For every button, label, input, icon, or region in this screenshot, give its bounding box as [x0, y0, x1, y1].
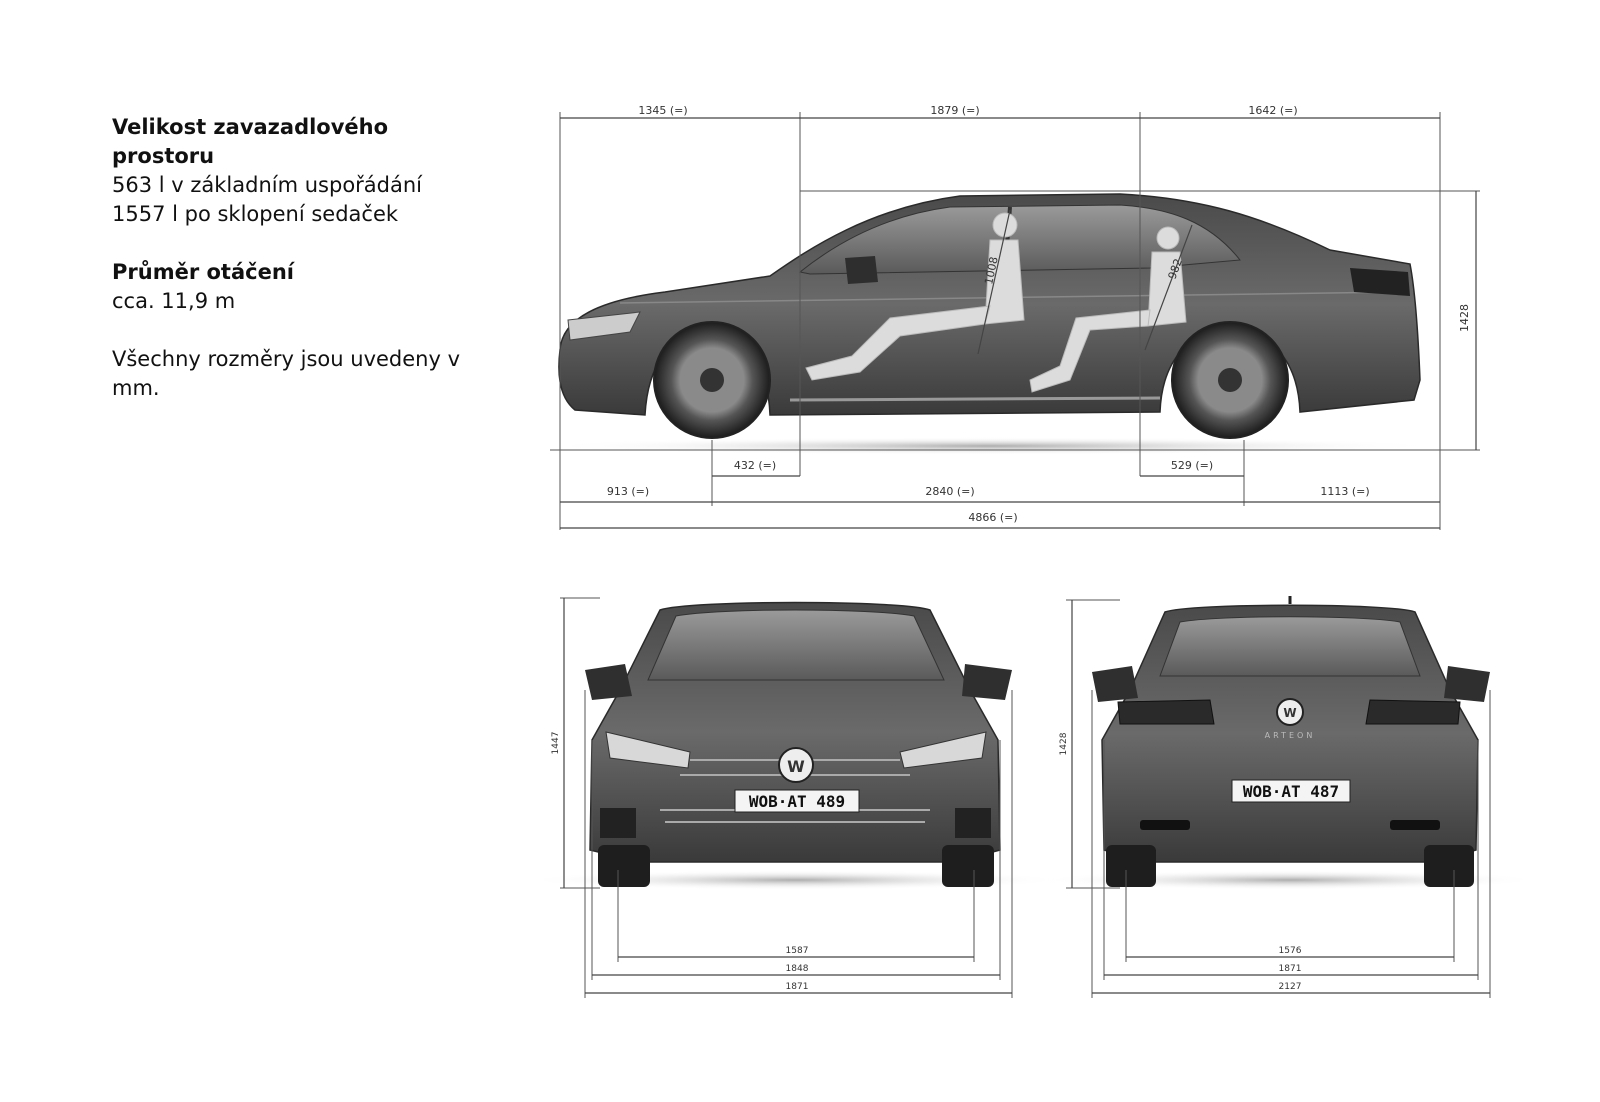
dim-1345-label: 1345 (=)	[638, 104, 688, 117]
front-view	[525, 598, 1065, 998]
rear-dim-track-label: 1576	[1278, 946, 1302, 956]
dim-1879-label: 1879 (=)	[930, 104, 980, 117]
front-left-tyre	[598, 845, 650, 887]
front-dim-height-label: 1447	[551, 731, 561, 755]
rear-left-exhaust	[1140, 820, 1190, 830]
dim-4866-label: 4866 (=)	[968, 511, 1018, 524]
dim-913-label: 913 (=)	[606, 485, 650, 498]
side-front-hub	[700, 368, 724, 392]
rear-plate-text: WOB·AT 487	[1242, 782, 1340, 801]
rear-window	[1160, 617, 1420, 676]
rear-left-tyre	[1106, 845, 1156, 887]
front-right-tyre	[942, 845, 994, 887]
side-sill	[790, 398, 1160, 400]
rear-view	[1040, 596, 1540, 998]
front-dim-mirrors-label: 1871	[785, 982, 809, 992]
rear-left-taillight	[1118, 700, 1214, 724]
rear-headroom-label: 982	[1165, 256, 1186, 282]
luggage-folded: 1557 l po sklopení sedaček	[112, 202, 399, 226]
front-left-mirror	[585, 664, 632, 700]
rear-dim-mirrors-label: 2127	[1278, 982, 1302, 992]
luggage-title: Velikost zavazadlového prostoru	[112, 115, 389, 168]
rear-vw-badge-glyph: W	[1283, 706, 1297, 720]
dim-2840-label: 2840 (=)	[925, 485, 975, 498]
rear-dim-height-label: 1428	[1059, 732, 1069, 756]
rear-right-tyre	[1424, 845, 1474, 887]
rear-passenger-head	[1157, 227, 1179, 249]
front-headroom-label: 1008	[982, 255, 1001, 286]
turning-value: cca. 11,9 m	[112, 289, 236, 313]
rear-left-mirror	[1092, 666, 1138, 702]
dim-height-label: 1428	[1458, 304, 1471, 332]
front-left-intake	[600, 808, 636, 838]
rear-right-mirror	[1444, 666, 1490, 702]
front-vw-badge-glyph: W	[787, 757, 805, 776]
rear-model-badge: ARTEON	[1264, 731, 1316, 740]
rear-right-taillight	[1366, 700, 1460, 724]
front-right-intake	[955, 808, 991, 838]
side-rear-hub	[1218, 368, 1242, 392]
dim-432-label: 432 (=)	[733, 459, 777, 472]
side-ground-shadow	[540, 437, 1440, 455]
front-right-mirror	[962, 664, 1012, 700]
front-dim-width-label: 1848	[785, 964, 809, 974]
dim-1113-label: 1113 (=)	[1320, 485, 1370, 498]
rear-dim-width-label: 1871	[1278, 964, 1302, 974]
side-mirror	[845, 256, 878, 284]
luggage-basic: 563 l v základním uspořádání	[112, 173, 423, 197]
dim-529-label: 529 (=)	[1170, 459, 1214, 472]
front-plate-text: WOB·AT 489	[748, 792, 846, 811]
front-windshield	[648, 610, 944, 680]
turning-title: Průměr otáčení	[112, 260, 294, 284]
rear-right-exhaust	[1390, 820, 1440, 830]
front-dim-track-label: 1587	[785, 946, 809, 956]
side-view	[540, 104, 1480, 530]
dimensions-note: Všechny rozměry jsou uvedeny v mm.	[112, 347, 461, 400]
dim-1642-label: 1642 (=)	[1248, 104, 1298, 117]
side-taillight	[1350, 268, 1410, 296]
